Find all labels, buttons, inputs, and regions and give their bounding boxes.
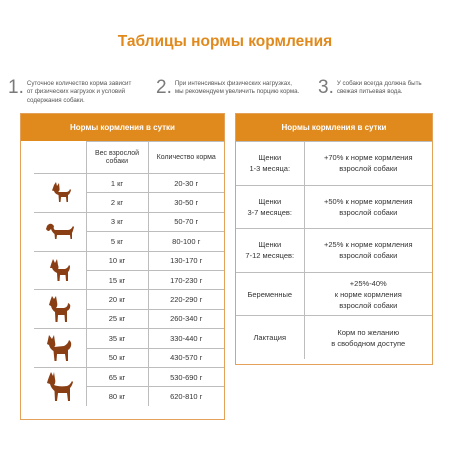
- weight-cell: 3 кг: [86, 212, 148, 231]
- terrier-icon: [45, 256, 75, 284]
- table-row: [34, 367, 224, 386]
- note-text: [175, 79, 299, 97]
- note-line: свежая питьевая вода.: [336, 88, 403, 96]
- value-line: Корм по желанию: [337, 327, 400, 337]
- weight-cell: 65 кг: [86, 367, 148, 386]
- table-header-row: [34, 142, 224, 174]
- value-line: взрослой собаки: [339, 251, 398, 261]
- weight-cell: 80 кг: [86, 387, 148, 406]
- category-line: Щенки: [258, 240, 282, 250]
- note-number: 2.: [156, 77, 172, 98]
- value-line: +70% к норме кормления: [323, 153, 413, 163]
- note-number: 3.: [318, 77, 334, 98]
- left-feeding-panel: [20, 113, 225, 420]
- note-line: При интенсивных физических нагрузках,: [174, 80, 293, 87]
- category-line: Щенки: [258, 153, 282, 163]
- husky-icon: [44, 332, 76, 364]
- value-line: +25%-40%: [349, 278, 387, 288]
- category-cell: [236, 229, 304, 273]
- weight-cell: 2 кг: [86, 193, 148, 212]
- right-feeding-table: [236, 141, 432, 359]
- amount-cell: 20-30 г: [148, 174, 224, 193]
- table-row: [34, 329, 224, 348]
- right-panel-header: Нормы кормления в сутки: [236, 114, 432, 141]
- table-row: [34, 212, 224, 231]
- category-line: Щенки: [258, 196, 282, 206]
- table-row: [236, 229, 432, 273]
- col-header-weight: Вес взрослой собаки: [86, 142, 148, 174]
- note-3: [318, 79, 422, 97]
- left-feeding-table: [34, 141, 224, 406]
- dog-cell: [34, 251, 86, 290]
- value-cell: [304, 229, 432, 273]
- right-feeding-panel: [235, 113, 433, 365]
- value-line: в свободном доступе: [331, 338, 406, 348]
- value-cell: [304, 142, 432, 186]
- note-line: мы рекомендуем увеличить порцию корма.: [174, 88, 300, 96]
- weight-cell: 10 кг: [86, 251, 148, 270]
- table-row: [34, 251, 224, 270]
- page-title: Таблицы нормы кормления: [117, 33, 333, 50]
- shiba-icon: [45, 293, 75, 325]
- table-row: [236, 316, 432, 359]
- amount-cell: 530-690 г: [148, 367, 224, 386]
- dog-cell: [34, 290, 86, 329]
- table-row: [34, 290, 224, 309]
- weight-cell: 15 кг: [86, 270, 148, 289]
- category-cell: [236, 272, 304, 316]
- dog-cell: [34, 367, 86, 405]
- weight-cell: 1 кг: [86, 174, 148, 193]
- amount-cell: 260-340 г: [148, 309, 224, 328]
- value-cell: [304, 272, 432, 316]
- dog-cell: [34, 212, 86, 251]
- category-line: 1-3 месяца:: [249, 164, 291, 174]
- table-row: [236, 142, 432, 186]
- left-panel-header: Нормы кормления в сутки: [21, 114, 224, 141]
- note-number: 1.: [8, 77, 24, 98]
- amount-cell: 330-440 г: [148, 329, 224, 348]
- amount-cell: 620-810 г: [148, 387, 224, 406]
- category-line: 3-7 месяцев:: [247, 207, 292, 217]
- amount-cell: 80-100 г: [148, 232, 224, 251]
- note-text: [27, 79, 131, 105]
- category-cell: [236, 142, 304, 186]
- note-line: от физических нагрузок и условий: [26, 88, 126, 96]
- category-line: 7-12 месяцев:: [245, 251, 295, 261]
- amount-cell: 170-230 г: [148, 270, 224, 289]
- weight-cell: 5 кг: [86, 232, 148, 251]
- amount-cell: 220-290 г: [148, 290, 224, 309]
- weight-cell: 25 кг: [86, 309, 148, 328]
- amount-cell: 130-170 г: [148, 251, 224, 270]
- value-line: к норме кормления: [334, 289, 402, 299]
- weight-cell: 50 кг: [86, 348, 148, 367]
- note-line: У собаки всегда должна быть: [336, 80, 422, 87]
- value-line: взрослой собаки: [339, 300, 398, 310]
- header-blank: [34, 142, 86, 174]
- note-line: Суточное количество корма зависит: [26, 80, 132, 87]
- value-line: взрослой собаки: [339, 164, 398, 174]
- value-cell: [304, 316, 432, 359]
- category-line: Лактация: [253, 333, 287, 343]
- amount-cell: 50-70 г: [148, 212, 224, 231]
- table-row: [236, 272, 432, 316]
- value-line: взрослой собаки: [339, 207, 398, 217]
- amount-cell: 30-50 г: [148, 193, 224, 212]
- value-line: +25% к норме кормления: [323, 240, 413, 250]
- note-1: [8, 79, 131, 105]
- note-text: [337, 79, 422, 97]
- col-header-amount: Количество корма: [148, 142, 224, 174]
- dog-cell: [34, 329, 86, 368]
- category-line: Беременные: [247, 289, 293, 299]
- chihuahua-icon: [45, 181, 75, 205]
- category-cell: [236, 185, 304, 229]
- amount-cell: 430-570 г: [148, 348, 224, 367]
- value-line: +50% к норме кормления: [323, 196, 413, 206]
- note-2: [156, 79, 299, 97]
- doberman-icon: [43, 370, 77, 404]
- table-row: [236, 185, 432, 229]
- note-line: содержания собаки.: [26, 96, 85, 104]
- category-cell: [236, 316, 304, 359]
- table-row: [34, 174, 224, 193]
- dachshund-icon: [43, 220, 77, 244]
- value-cell: [304, 185, 432, 229]
- weight-cell: 20 кг: [86, 290, 148, 309]
- dog-cell: [34, 174, 86, 213]
- weight-cell: 35 кг: [86, 329, 148, 348]
